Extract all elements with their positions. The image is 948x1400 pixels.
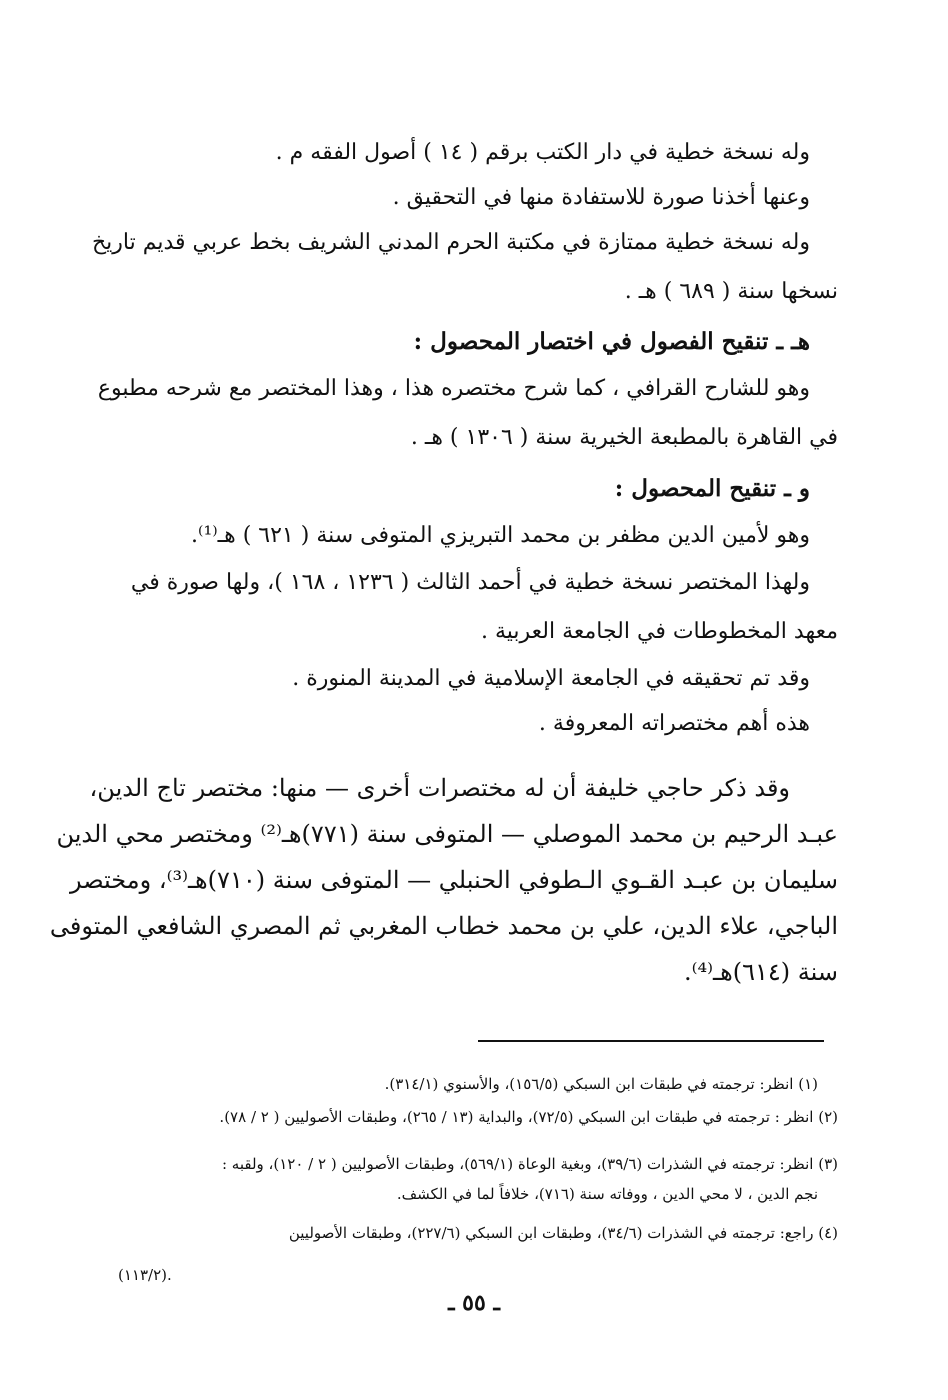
text-line: وله نسخة خطية ممتازة في مكتبة الحرم المدني الشريف بخط عربي قديم تاريخ (91, 230, 810, 255)
text-line: ولهذا المختصر نسخة خطية في أحمد الثالث ( ١٢٣٦ ، ١٦٨ )، ولها صورة في (130, 570, 810, 595)
text-line: وقد ذكر حاجي خليفة أن له مختصرات أخرى — منها: مختصر تاج الدين، (89, 774, 790, 802)
text-line: سليمان بن عبـد القـوي الـطوفي الحنبلي — المتوفى سنة (٧١٠)هـ⁽³⁾، ومختصر (69, 866, 838, 894)
text-line: وهو لأمين الدين مظفر بن محمد التبريزي المتوفى سنة ( ٦٢١ ) هـ⁽¹⁾. (191, 523, 810, 548)
text-line: وعنها أخذنا صورة للاستفادة منها في التحقيق . (392, 185, 810, 210)
section-heading: و ـ تنقيح المحصول : (614, 475, 810, 502)
text-line: الباجي، علاء الدين، علي بن محمد خطاب المغربي ثم المصري الشافعي المتوفى (49, 912, 838, 940)
text-line: وقد تم تحقيقه في الجامعة الإسلامية في المدينة المنورة . (292, 666, 810, 691)
text-line: عبـد الرحيم بن محمد الموصلي — المتوفى سنة (٧٧١)هـ⁽²⁾ ومختصر محي الدين (56, 820, 838, 848)
footnote-separator (478, 1040, 824, 1042)
page-number: ـ ٥٥ ـ (448, 1290, 500, 1316)
text-line: وهو للشارح القرافي ، كما شرح مختصره هذا ، وهذا المختصر مع شرحه مطبوع (97, 376, 810, 401)
footnote: (١١٣/٢). (118, 1266, 172, 1284)
footnote: (٣) انظر: ترجمته في الشذرات (٣٩/٦)، وبغية الوعاة (٥٦٩/١)، وطبقات الأصوليين ( ٢ / ١٢٠)، ولقبه : (221, 1155, 838, 1173)
text-line: سنة (٦١٤)هـ⁽⁴⁾. (684, 958, 838, 986)
text-line: نسخها سنة ( ٦٨٩ ) هـ . (624, 279, 838, 304)
text-line: وله نسخة خطية في دار الكتب برقم ( ١٤ ) أصول الفقه م . (275, 140, 810, 165)
footnote: نجم الدين ، لا محي الدين ، ووفاته سنة (٧١٦)، خلافاً لما في الكشف. (396, 1185, 818, 1203)
text-line: في القاهرة بالمطبعة الخيرية سنة ( ١٣٠٦ ) هـ . (410, 425, 838, 450)
section-heading: هـ ـ تنقيح الفصول في اختصار المحصول : (413, 328, 810, 355)
footnote: (٢) انظر : ترجمته في طبقات ابن السبكي (٧٢/٥)، والبداية (١٣ / ٢٦٥)، وطبقات الأصوليين ( ٢ / ٧٨). (219, 1108, 838, 1126)
text-line: هذه أهم مختصراته المعروفة . (538, 711, 810, 736)
footnote: (١) انظر: ترجمته في طبقات ابن السبكي (١٥٦/٥)، والأسنوي (٣١٤/١). (384, 1075, 818, 1093)
text-line: معهد المخطوطات في الجامعة العربية . (480, 619, 838, 644)
footnote: (٤) راجع: ترجمته في الشذرات (٣٤/٦)، وطبقات ابن السبكي (٢٢٧/٦)، وطبقات الأصوليين (288, 1224, 838, 1242)
